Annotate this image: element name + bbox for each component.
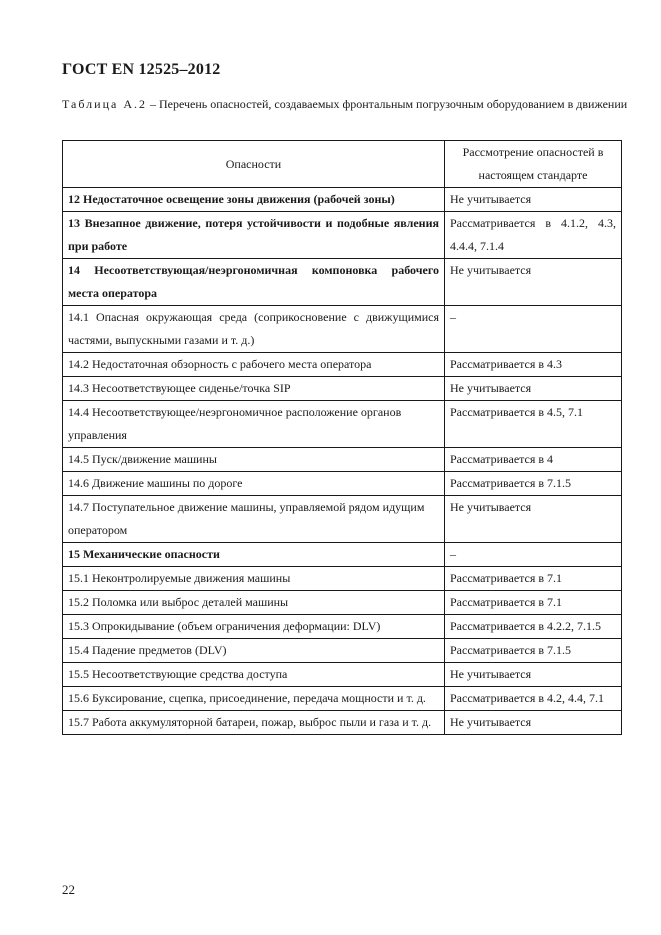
- table-row: [63, 615, 622, 639]
- table-row: [63, 567, 622, 591]
- table-row: [63, 639, 622, 663]
- hazard-cell: 14.3 Несоответствующее сиденье/точка SIP: [63, 377, 445, 401]
- status-cell: Рассматривается в 4: [445, 448, 622, 472]
- table-caption-text: – Перечень опасностей, создаваемых фронтальным погрузочным оборудованием в движении: [150, 97, 628, 111]
- hazard-cell: 15.3 Опрокидывание (объем ограничения деформации: DLV): [63, 615, 445, 639]
- table-row: [63, 591, 622, 615]
- hazard-cell: 14.7 Поступательное движение машины, управляемой рядом идущим оператором: [63, 496, 445, 543]
- table-row: [63, 663, 622, 687]
- status-cell: Не учитывается: [445, 259, 622, 306]
- table-row: [63, 259, 622, 306]
- hazard-cell: 14.1 Опасная окружающая среда (соприкосновение с движущимися частями, выпускными газами и т. д.): [63, 306, 445, 353]
- hazard-cell: 15.2 Поломка или выброс деталей машины: [63, 591, 445, 615]
- hazard-cell: 15.6 Буксирование, сцепка, присоединение, передача мощности и т. д.: [63, 687, 445, 711]
- table-header-row: [63, 141, 622, 188]
- table-row: [63, 496, 622, 543]
- status-cell: Рассматривается в 4.5, 7.1: [445, 401, 622, 448]
- table-row: [63, 306, 622, 353]
- column-header-hazards: Опасности: [63, 141, 445, 188]
- table-row: [63, 472, 622, 496]
- hazard-cell: 14.6 Движение машины по дороге: [63, 472, 445, 496]
- status-cell: Не учитывается: [445, 663, 622, 687]
- hazard-cell: 13 Внезапное движение, потеря устойчивости и подобные явления при работе: [63, 212, 445, 259]
- status-cell: Не учитывается: [445, 188, 622, 212]
- status-cell: Рассматривается в 7.1: [445, 567, 622, 591]
- status-cell: Рассматривается в 4.2.2, 7.1.5: [445, 615, 622, 639]
- hazard-cell: 15.4 Падение предметов (DLV): [63, 639, 445, 663]
- status-cell: Рассматривается в 7.1.5: [445, 472, 622, 496]
- page-number: 22: [62, 882, 75, 897]
- status-cell: Рассматривается в 4.1.2, 4.3, 4.4.4, 7.1.4: [445, 212, 622, 259]
- hazards-table: [62, 140, 622, 735]
- hazard-cell: 15.7 Работа аккумуляторной батареи, пожар, выброс пыли и газа и т. д.: [63, 711, 445, 735]
- column-header-consideration: Рассмотрение опасностей в настоящем стандарте: [445, 141, 622, 188]
- status-cell: Не учитывается: [445, 377, 622, 401]
- status-cell: Рассматривается в 4.3: [445, 353, 622, 377]
- table-row: [63, 212, 622, 259]
- table-row: [63, 687, 622, 711]
- status-cell: Не учитывается: [445, 711, 622, 735]
- table-row: [63, 377, 622, 401]
- status-cell: Рассматривается в 4.2, 4.4, 7.1: [445, 687, 622, 711]
- status-cell: Не учитывается: [445, 496, 622, 543]
- status-cell: Рассматривается в 7.1.5: [445, 639, 622, 663]
- hazard-cell: 14 Несоответствующая/неэргономичная компоновка рабочего места оператора: [63, 259, 445, 306]
- hazard-cell: 14.2 Недостаточная обзорность с рабочего места оператора: [63, 353, 445, 377]
- hazard-cell: 14.4 Несоответствующее/неэргономичное расположение органов управления: [63, 401, 445, 448]
- table-caption: [62, 92, 633, 117]
- table-caption-label: Таблица А.2: [62, 97, 147, 111]
- status-cell: –: [445, 543, 622, 567]
- status-cell: Рассматривается в 7.1: [445, 591, 622, 615]
- table-row: [63, 353, 622, 377]
- hazard-cell: 14.5 Пуск/движение машины: [63, 448, 445, 472]
- table-row: [63, 188, 622, 212]
- table-row: [63, 543, 622, 567]
- document-header: ГОСТ EN 12525–2012: [62, 61, 221, 78]
- hazard-cell: 15.1 Неконтролируемые движения машины: [63, 567, 445, 591]
- table-row: [63, 448, 622, 472]
- hazard-cell: 15 Механические опасности: [63, 543, 445, 567]
- hazard-cell: 12 Недостаточное освещение зоны движения (рабочей зоны): [63, 188, 445, 212]
- status-cell: –: [445, 306, 622, 353]
- table-row: [63, 711, 622, 735]
- table-row: [63, 401, 622, 448]
- hazard-cell: 15.5 Несоответствующие средства доступа: [63, 663, 445, 687]
